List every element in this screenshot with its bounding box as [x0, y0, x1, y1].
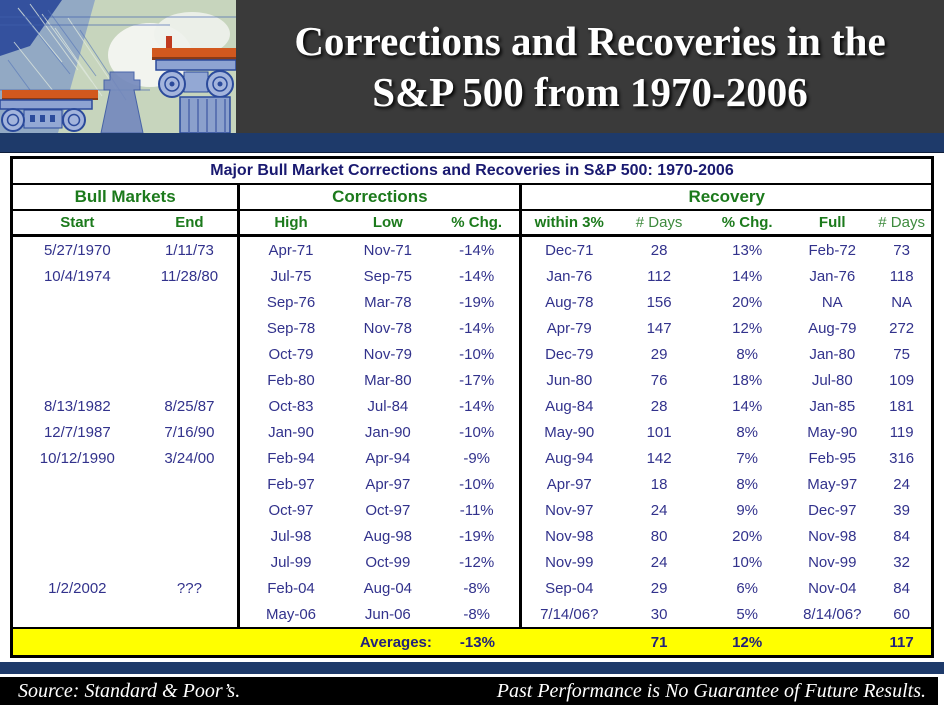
table-cell: 10/12/1990 — [39, 449, 115, 467]
table-cell: 18% — [732, 371, 763, 389]
averages-cell — [521, 628, 616, 657]
table-cell — [12, 549, 142, 575]
table-row — [12, 471, 933, 497]
table-cell: 156 — [646, 293, 672, 311]
table-cell: 181 — [889, 397, 915, 415]
table-cell: Nov-97 — [545, 501, 594, 519]
table-cell: 76 — [650, 371, 668, 389]
col-full-days: # Days — [872, 210, 932, 236]
table-cell: 109 — [889, 371, 915, 389]
source-text: Source: Standard & Poor’s. — [18, 679, 241, 702]
table-cell: 29 — [650, 345, 668, 363]
table-cell: 8/25/87 — [142, 393, 239, 419]
table-cell: 75 — [893, 345, 910, 363]
table-row — [12, 497, 933, 523]
table-cell: Dec-71 — [545, 241, 594, 259]
table-cell: Aug-04 — [363, 579, 413, 597]
table-cell: May-90 — [807, 423, 858, 441]
table-cell: 10/4/1974 — [43, 267, 111, 285]
table-cell: 8% — [736, 423, 759, 441]
table-cell: -10% — [434, 471, 521, 497]
table-row — [12, 367, 933, 393]
table-cell: Oct-97 — [268, 501, 314, 519]
table-cell: 18 — [650, 475, 668, 493]
table-cell: Sep-76 — [266, 293, 316, 311]
table-body — [12, 236, 933, 629]
table-row — [12, 445, 933, 471]
table-cell: Apr-97 — [546, 475, 592, 493]
averages-corr-chg: -13% — [434, 628, 521, 657]
table-cell: 8/14/06? — [803, 605, 862, 623]
table-cell — [142, 315, 239, 341]
table-cell: Feb-95 — [808, 449, 857, 467]
table-cell: 28 — [650, 241, 668, 259]
table-row — [12, 523, 933, 549]
table-cell — [142, 367, 239, 393]
table-cell: 24 — [650, 553, 668, 571]
table-row — [12, 549, 933, 575]
averages-cell — [142, 628, 239, 657]
table-cell: Dec-97 — [808, 501, 857, 519]
table-cell: 24 — [650, 501, 668, 519]
col-high: High — [239, 210, 342, 236]
table-cell: 73 — [893, 241, 910, 259]
table-cell: 3/24/00 — [142, 445, 239, 471]
table-cell: 7/16/90 — [142, 419, 239, 445]
table-cell — [12, 367, 142, 393]
table-cell: Aug-94 — [545, 449, 594, 467]
table-cell: Jul-98 — [270, 527, 312, 545]
table-cell: Apr-71 — [268, 241, 314, 259]
averages-row — [12, 628, 933, 657]
table-cell: -19% — [434, 523, 521, 549]
table-cell: 60 — [893, 605, 910, 623]
table-cell: -11% — [434, 497, 521, 523]
table-row — [12, 341, 933, 367]
table-row — [12, 236, 933, 264]
table-cell: Mar-78 — [364, 293, 412, 311]
table-cell: May-90 — [544, 423, 595, 441]
table-cell: -17% — [434, 367, 521, 393]
table-cell: 11/28/80 — [142, 263, 239, 289]
table-cell: Jun-06 — [364, 605, 411, 623]
table-container — [10, 156, 934, 658]
table-cell: 10% — [732, 553, 763, 571]
table-cell: Feb-80 — [267, 371, 315, 389]
column-header-row — [12, 210, 933, 236]
table-cell: Oct-99 — [365, 553, 411, 571]
table-cell: Nov-04 — [808, 579, 857, 597]
table-cell — [12, 601, 142, 628]
table-cell: -19% — [434, 289, 521, 315]
header-artwork — [0, 0, 236, 133]
table-cell — [12, 471, 142, 497]
slide-title-line2: S&P 500 from 1970-2006 — [372, 68, 808, 115]
table-cell: 13% — [732, 241, 763, 259]
table-cell: Aug-78 — [545, 293, 594, 311]
table-cell: Jan-85 — [809, 397, 856, 415]
table-row — [12, 393, 933, 419]
table-cell: Jul-99 — [270, 553, 312, 571]
table-cell: 12/7/1987 — [43, 423, 111, 441]
table-row — [12, 601, 933, 628]
table-cell: May-06 — [266, 605, 317, 623]
table-cell: Feb-94 — [267, 449, 315, 467]
disclaimer-text: Past Performance is No Guarantee of Future Results. — [496, 679, 926, 702]
table-cell: 20% — [732, 527, 763, 545]
table-cell: Apr-97 — [365, 475, 411, 493]
table-cell: Jan-76 — [809, 267, 856, 285]
table-cell: -10% — [434, 341, 521, 367]
table-title: Major Bull Market Corrections and Recoveries in S&P 500: 1970-2006 — [12, 158, 933, 185]
table-cell: -14% — [434, 263, 521, 289]
col-rec-days: # Days — [616, 210, 702, 236]
group-corrections: Corrections — [239, 184, 521, 210]
table-cell: 28 — [650, 397, 668, 415]
table-row — [12, 419, 933, 445]
table-cell: Nov-71 — [363, 241, 413, 259]
table-cell — [12, 523, 142, 549]
table-cell: 112 — [647, 267, 672, 285]
table-cell: 147 — [646, 319, 672, 337]
averages-rec-chg: 12% — [702, 628, 792, 657]
table-cell: Jan-90 — [268, 423, 314, 441]
col-start: Start — [12, 210, 142, 236]
table-cell: -9% — [434, 445, 521, 471]
table-cell: May-97 — [807, 475, 858, 493]
table-cell: 84 — [893, 579, 910, 597]
table-cell: Dec-79 — [545, 345, 594, 363]
table-cell: Sep-04 — [545, 579, 594, 597]
table-cell: 7/14/06? — [540, 605, 599, 623]
table-row — [12, 263, 933, 289]
group-header-row — [12, 184, 933, 210]
table-cell: 101 — [646, 423, 672, 441]
table-cell: Nov-99 — [545, 553, 594, 571]
col-rec-chg: % Chg. — [702, 210, 792, 236]
table-cell: 30 — [650, 605, 668, 623]
table-cell — [12, 497, 142, 523]
table-cell: Aug-79 — [808, 319, 857, 337]
table-row — [12, 575, 933, 601]
top-accent-bar — [0, 133, 944, 153]
table-cell — [142, 497, 239, 523]
table-cell: Aug-98 — [363, 527, 413, 545]
table-cell: Sep-78 — [266, 319, 316, 337]
table-cell: Jan-80 — [809, 345, 856, 363]
table-cell: Oct-83 — [268, 397, 314, 415]
table-cell: 9% — [736, 501, 759, 519]
table-cell: -14% — [434, 315, 521, 341]
averages-full-days: 117 — [872, 628, 932, 657]
classical-columns-icon — [0, 0, 236, 133]
table-cell — [12, 315, 142, 341]
table-cell: Nov-78 — [363, 319, 413, 337]
col-corr-chg: % Chg. — [434, 210, 521, 236]
table-cell: 12% — [732, 319, 763, 337]
averages-rec-days: 71 — [616, 628, 702, 657]
table-cell: Jan-90 — [364, 423, 411, 441]
group-bull-markets: Bull Markets — [12, 184, 239, 210]
table-cell: Jul-84 — [367, 397, 409, 415]
table-cell: -8% — [434, 575, 521, 601]
table-cell: 7% — [736, 449, 759, 467]
table-cell — [12, 341, 142, 367]
table-cell — [142, 523, 239, 549]
table-cell: NA — [821, 293, 843, 311]
averages-cell — [12, 628, 142, 657]
table-cell: 14% — [732, 267, 763, 285]
col-within-3pct: within 3% — [521, 210, 616, 236]
table-cell: Mar-80 — [364, 371, 412, 389]
table-cell: 1/2/2002 — [48, 579, 107, 597]
table-cell: Sep-75 — [363, 267, 413, 285]
table-row — [12, 315, 933, 341]
table-cell: -12% — [434, 549, 521, 575]
table-row — [12, 289, 933, 315]
col-full: Full — [792, 210, 872, 236]
group-recovery: Recovery — [521, 184, 933, 210]
table-cell: Nov-79 — [363, 345, 413, 363]
table-cell: Nov-99 — [808, 553, 857, 571]
table-cell — [142, 289, 239, 315]
table-cell: Feb-72 — [808, 241, 857, 259]
table-cell — [142, 341, 239, 367]
table-cell: Apr-94 — [365, 449, 411, 467]
table-cell: Oct-97 — [365, 501, 411, 519]
table-cell: 14% — [732, 397, 763, 415]
table-cell: Jul-80 — [811, 371, 853, 389]
table-cell: Nov-98 — [808, 527, 857, 545]
table-cell: Oct-79 — [268, 345, 314, 363]
table-cell: -10% — [434, 419, 521, 445]
table-cell: 5% — [736, 605, 759, 623]
table-cell: 84 — [893, 527, 910, 545]
averages-label: Averages: — [342, 628, 434, 657]
table-cell: 118 — [889, 267, 914, 285]
table-cell: -14% — [434, 393, 521, 419]
table-cell: 80 — [650, 527, 668, 545]
table-cell: 119 — [889, 423, 914, 441]
table-cell: 39 — [893, 501, 910, 519]
table-cell: NA — [891, 293, 913, 311]
table-cell: 272 — [889, 319, 915, 337]
table-cell: 32 — [893, 553, 910, 571]
table-cell: 20% — [732, 293, 763, 311]
table-cell: Aug-84 — [545, 397, 594, 415]
table-cell: Jan-76 — [546, 267, 593, 285]
footer-band — [0, 677, 938, 705]
averages-cell — [792, 628, 872, 657]
table-cell: 6% — [736, 579, 759, 597]
table-cell: 142 — [646, 449, 672, 467]
table-cell: Feb-04 — [267, 579, 315, 597]
table-cell: -8% — [434, 601, 521, 628]
table-cell: ??? — [142, 575, 239, 601]
corrections-recoveries-table — [10, 156, 934, 658]
table-cell: 8% — [736, 345, 759, 363]
col-low: Low — [342, 210, 434, 236]
averages-cell — [239, 628, 342, 657]
table-cell — [142, 601, 239, 628]
slide-title-line1: Corrections and Recoveries in the — [294, 17, 886, 64]
table-cell: 8/13/1982 — [43, 397, 111, 415]
table-cell: Apr-79 — [546, 319, 592, 337]
table-cell — [12, 289, 142, 315]
table-cell: 24 — [893, 475, 910, 493]
table-cell: 29 — [650, 579, 668, 597]
table-title-row — [12, 158, 933, 185]
table-cell: 5/27/1970 — [43, 241, 111, 259]
table-cell — [142, 471, 239, 497]
title-banner — [236, 0, 944, 133]
bottom-accent-bar — [0, 662, 944, 674]
table-cell: -14% — [434, 236, 521, 264]
table-cell: 316 — [889, 449, 915, 467]
col-end: End — [142, 210, 239, 236]
table-cell: 8% — [736, 475, 759, 493]
table-cell: Jul-75 — [270, 267, 312, 285]
table-cell: Jun-80 — [546, 371, 593, 389]
table-cell: Nov-98 — [545, 527, 594, 545]
table-cell: 1/11/73 — [142, 236, 239, 264]
table-cell — [142, 549, 239, 575]
table-cell: Feb-97 — [267, 475, 315, 493]
